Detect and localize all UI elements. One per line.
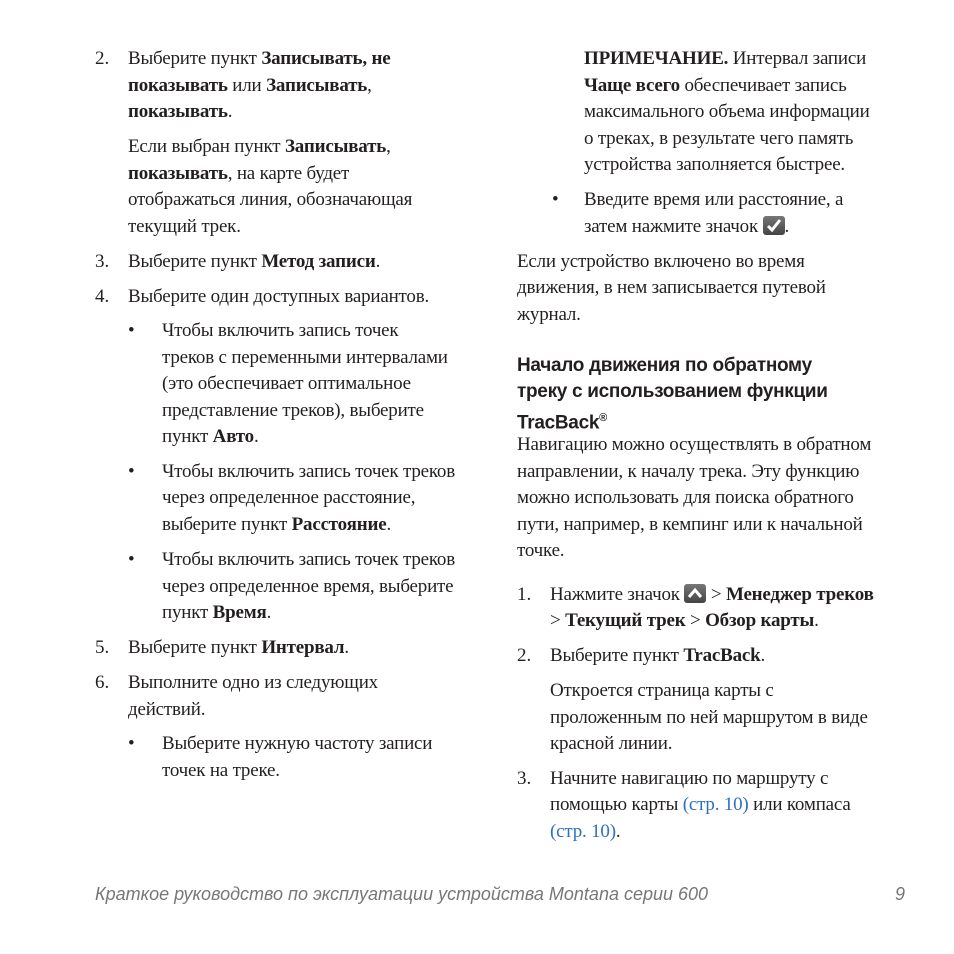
bold-text: показывать bbox=[128, 101, 228, 122]
list-number: 2. bbox=[517, 645, 532, 666]
text: > bbox=[550, 610, 566, 631]
text-line bbox=[517, 250, 805, 274]
text: направлении, к началу трека. Эту функцию bbox=[517, 461, 860, 482]
list-number: 6. bbox=[95, 672, 110, 693]
text: Выберите пункт bbox=[550, 645, 684, 666]
text: через определенное расстояние, bbox=[162, 487, 416, 508]
text-line bbox=[550, 679, 774, 703]
text-line bbox=[517, 539, 564, 563]
list-number: 3. bbox=[517, 768, 532, 789]
text: Чтобы включить запись точек треков bbox=[162, 461, 455, 482]
text-line bbox=[584, 100, 870, 124]
text-line bbox=[162, 601, 271, 625]
text: . bbox=[386, 514, 391, 535]
text-line bbox=[162, 319, 398, 343]
list-number: 1. bbox=[517, 584, 532, 605]
text-line bbox=[162, 346, 448, 370]
text: точке. bbox=[517, 540, 565, 561]
text: . bbox=[344, 637, 349, 658]
list-number: 3. bbox=[95, 251, 110, 272]
text-line bbox=[162, 759, 280, 783]
text: текущий трек. bbox=[128, 216, 241, 237]
text: . bbox=[266, 602, 272, 623]
text: , bbox=[386, 136, 391, 157]
text: Интервал записи bbox=[728, 48, 867, 69]
text: Выберите пункт bbox=[128, 251, 262, 272]
bold-text: Записывать, не bbox=[261, 48, 391, 69]
bullet: • bbox=[128, 320, 135, 341]
text: обеспечивает запись bbox=[679, 75, 847, 96]
text-line bbox=[162, 548, 455, 572]
text: Откроется страница карты с bbox=[550, 680, 774, 701]
text: представление треков), выберите bbox=[162, 400, 424, 421]
bullet: • bbox=[552, 189, 559, 210]
text: Если устройство включено во время bbox=[517, 251, 805, 272]
text-line bbox=[128, 47, 390, 71]
text-line bbox=[128, 162, 349, 186]
text: о треках, в результате чего память bbox=[584, 128, 854, 149]
text: выберите пункт bbox=[162, 514, 292, 535]
text: затем нажмите значок bbox=[584, 216, 763, 237]
text: Чтобы включить запись точек треков bbox=[162, 549, 455, 570]
text-line bbox=[128, 671, 378, 695]
bold-text: Записывать bbox=[266, 75, 368, 96]
text: красной линии. bbox=[550, 733, 673, 754]
text: Выберите нужную частоту записи bbox=[162, 733, 433, 754]
page-number: 9 bbox=[895, 884, 906, 904]
bullet: • bbox=[128, 733, 135, 754]
text: Чтобы включить запись точек bbox=[162, 320, 399, 341]
bold-text: Менеджер треков bbox=[725, 584, 874, 605]
text: > bbox=[685, 610, 706, 631]
text-line bbox=[517, 303, 581, 327]
text-line bbox=[584, 215, 789, 239]
text: Выполните одно из следующих bbox=[128, 672, 378, 693]
text: . bbox=[814, 610, 819, 631]
text: . bbox=[615, 821, 621, 842]
section-heading: треку с использованием функции bbox=[517, 381, 828, 402]
text-line bbox=[162, 486, 415, 510]
text: Навигацию можно осуществлять в обратном bbox=[517, 434, 872, 455]
text-line bbox=[550, 793, 851, 817]
text: можно использовать для поиска обратного bbox=[517, 487, 854, 508]
text-line bbox=[128, 74, 372, 98]
text-line bbox=[550, 732, 672, 756]
text-line bbox=[550, 644, 765, 668]
text-line bbox=[517, 486, 854, 510]
text: пути, например, в кемпинг или к начальной bbox=[517, 514, 863, 535]
text-line bbox=[584, 74, 847, 98]
bold-text: Время bbox=[212, 602, 267, 623]
text-line bbox=[517, 433, 871, 457]
text: Выберите один доступных вариантов. bbox=[128, 286, 430, 307]
text-line bbox=[162, 575, 453, 599]
text-line bbox=[162, 513, 391, 537]
text: . bbox=[784, 216, 790, 237]
up-arrow-icon bbox=[684, 584, 706, 603]
text-line bbox=[128, 100, 232, 124]
text-line bbox=[128, 135, 391, 159]
bold-text: Интервал bbox=[261, 637, 345, 658]
text-line bbox=[517, 513, 863, 537]
text: максимального объема информации bbox=[584, 101, 870, 122]
text-line bbox=[162, 425, 259, 449]
text-line bbox=[584, 153, 845, 177]
text-line bbox=[550, 609, 819, 633]
text: > bbox=[706, 584, 726, 605]
bold-text: TracBack bbox=[683, 645, 761, 666]
page-link[interactable]: (стр. 10) bbox=[682, 794, 749, 815]
list-number: 2. bbox=[95, 48, 110, 69]
text: журнал. bbox=[517, 304, 581, 325]
text-line bbox=[128, 215, 241, 239]
bold-text: Метод записи bbox=[261, 251, 376, 272]
bold-text: Записывать bbox=[284, 136, 387, 157]
text-line bbox=[517, 354, 812, 378]
text: точек на треке. bbox=[162, 760, 280, 781]
text: Нажмите значок bbox=[550, 584, 685, 605]
bold-text: показывать bbox=[128, 163, 228, 184]
text: . bbox=[227, 101, 233, 122]
text-line bbox=[128, 250, 380, 274]
text: Выберите пункт bbox=[128, 48, 262, 69]
section-heading: TracBack bbox=[517, 412, 600, 434]
section-heading: ® bbox=[599, 412, 607, 424]
text-line bbox=[517, 460, 859, 484]
text-line bbox=[584, 47, 866, 71]
text-line bbox=[128, 188, 412, 212]
footer-title: Краткое руководство по эксплуатации устройства Montana серии 600 bbox=[95, 884, 709, 904]
text: устройства заполняется быстрее. bbox=[584, 154, 845, 175]
text: движения, в нем записывается путевой bbox=[517, 277, 826, 298]
text: через определенное время, выберите bbox=[162, 576, 454, 597]
bold-text: Чаще всего bbox=[584, 75, 680, 96]
text: , bbox=[367, 75, 372, 96]
bullet: • bbox=[128, 549, 135, 570]
text: Введите время или расстояние, а bbox=[584, 189, 844, 210]
page-link[interactable]: (стр. 10) bbox=[550, 821, 616, 842]
text: помощью карты bbox=[550, 794, 683, 815]
checkmark-icon bbox=[763, 216, 785, 235]
text-line bbox=[517, 406, 607, 435]
text: Выберите пункт bbox=[128, 637, 262, 658]
text: или bbox=[227, 75, 267, 96]
text-line bbox=[162, 732, 432, 756]
bold-text: Авто bbox=[212, 426, 254, 447]
text-line bbox=[517, 276, 826, 300]
text: проложенным по ней маршрутом в виде bbox=[550, 707, 868, 728]
text-line bbox=[584, 188, 843, 212]
text: действий. bbox=[128, 699, 206, 720]
text-line bbox=[550, 583, 874, 607]
text-line bbox=[584, 127, 853, 151]
text: треков с переменными интервалами bbox=[162, 347, 448, 368]
text: Начните навигацию по маршруту с bbox=[550, 768, 829, 789]
bold-text: Текущий трек bbox=[565, 610, 686, 631]
text: пункт bbox=[162, 426, 213, 447]
text: , на карте будет bbox=[227, 163, 350, 184]
text: Если выбран пункт bbox=[128, 136, 285, 157]
text: . bbox=[375, 251, 381, 272]
section-heading: Начало движения по обратному bbox=[517, 355, 812, 376]
bold-text: Обзор карты bbox=[705, 610, 815, 631]
text-line bbox=[162, 399, 424, 423]
text-line bbox=[128, 636, 349, 660]
text: . bbox=[760, 645, 766, 666]
text: отображаться линия, обозначающая bbox=[128, 189, 413, 210]
text-line bbox=[162, 460, 455, 484]
text-line bbox=[550, 767, 828, 791]
bold-text: Расстояние bbox=[291, 514, 387, 535]
list-number: 5. bbox=[95, 637, 110, 658]
text: или компаса bbox=[748, 794, 851, 815]
text-line bbox=[162, 372, 411, 396]
bullet: • bbox=[128, 461, 135, 482]
bold-text: ПРИМЕЧАНИЕ. bbox=[584, 48, 729, 69]
text-line bbox=[128, 698, 205, 722]
text: (это обеспечивает оптимальное bbox=[162, 373, 411, 394]
text: . bbox=[253, 426, 259, 447]
text-line bbox=[128, 285, 429, 309]
bold-text: показывать bbox=[128, 75, 228, 96]
text-line bbox=[517, 380, 828, 404]
text: пункт bbox=[162, 602, 213, 623]
list-number: 4. bbox=[95, 286, 110, 307]
text-line bbox=[550, 706, 868, 730]
text-line bbox=[550, 820, 620, 844]
